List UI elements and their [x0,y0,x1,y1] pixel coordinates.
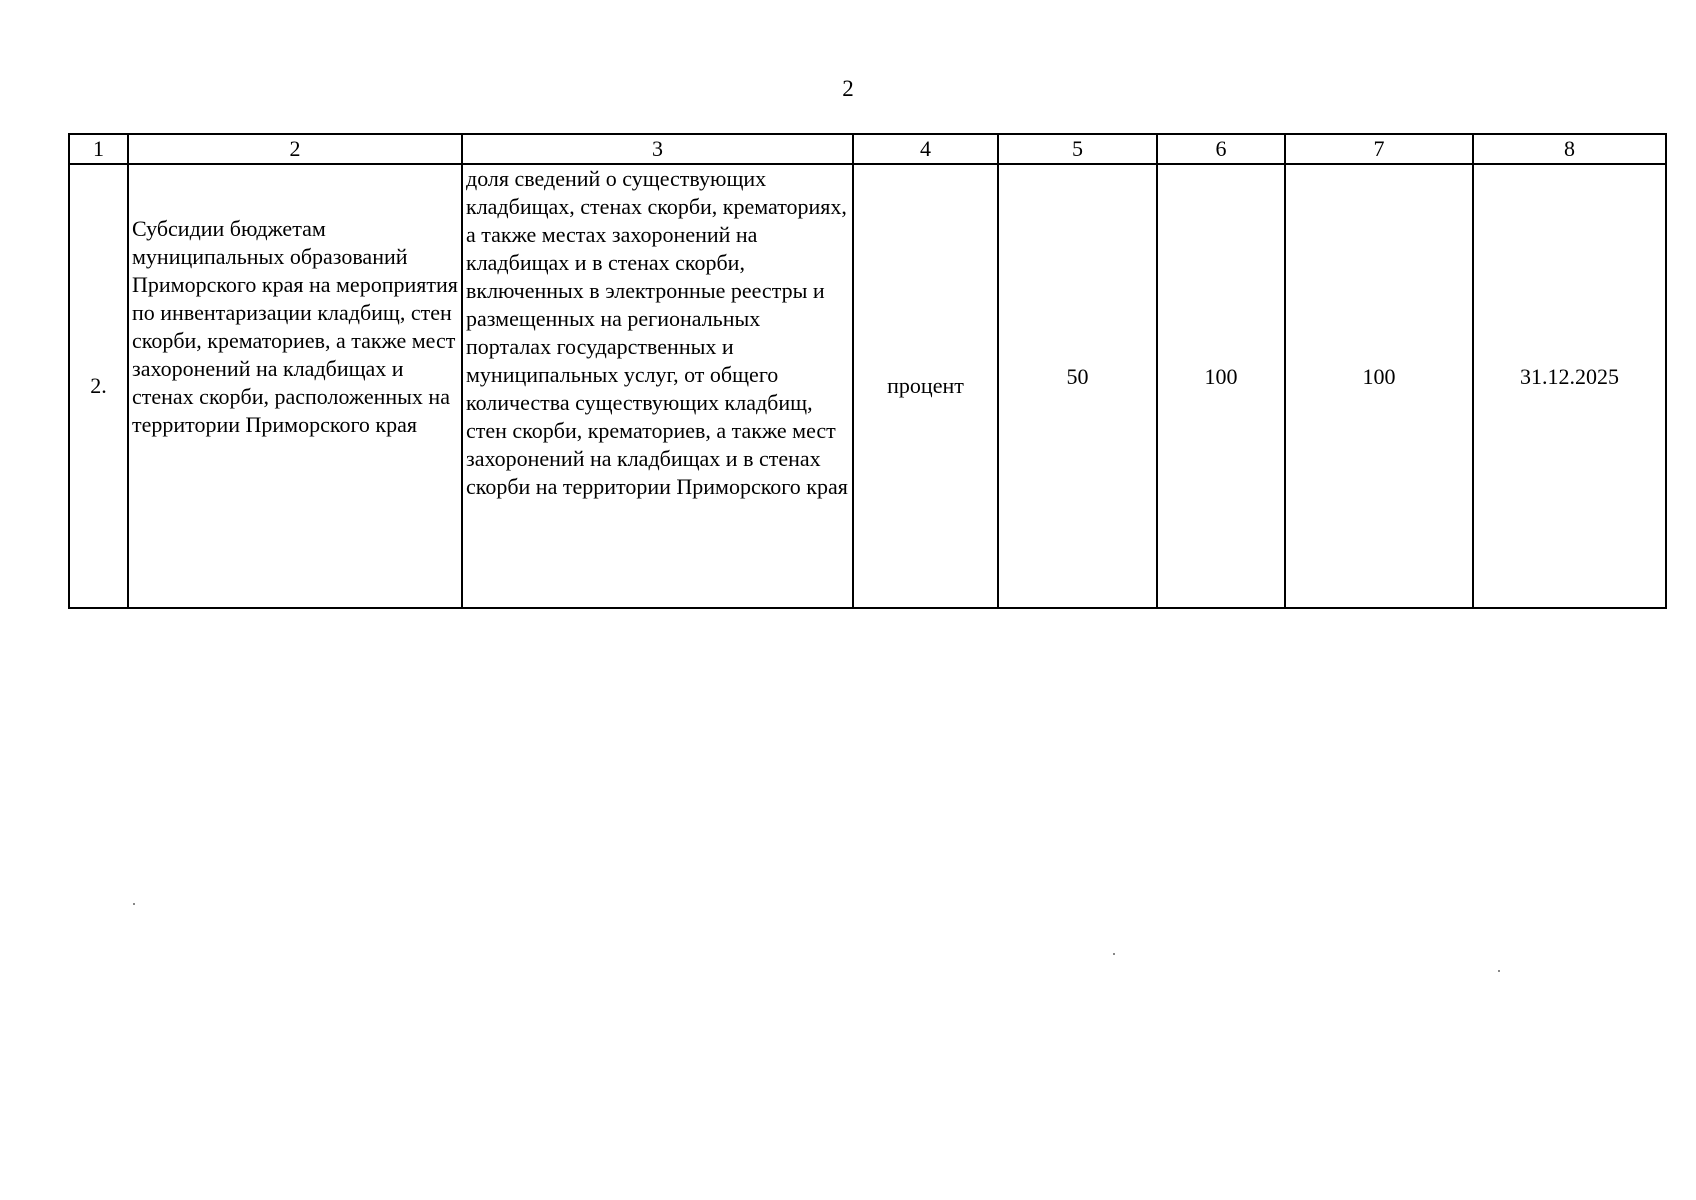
page-number: 2 [842,76,854,101]
scan-speck [1113,953,1115,955]
table-header-row [69,134,1666,164]
measure-name-cell: Субсидии бюджетам муниципальных образований Приморского края на мероприятия по инвентаризации кладбищ, стен скорби, крематориев, а также мест захоронений на кладбищах и стенах скорби, расположенных на территории Приморского края [128,164,462,608]
table-row [69,164,1666,608]
column-header-6: 6 [1157,134,1285,164]
column-header-5: 5 [998,134,1157,164]
column-header-7: 7 [1285,134,1473,164]
row-number-cell: 2. [69,164,128,608]
column-header-3: 3 [462,134,853,164]
column-header-2: 2 [128,134,462,164]
column-header-8: 8 [1473,134,1666,164]
indicator-description-cell: доля сведений о существующих кладбищах, стенах скорби, крематориях, а также местах захоронений на кладбищах и в стенах скорби, включенных в электронные реестры и размещенных на региональных порталах государственных и муниципальных услуг, от общего количества существующих кладбищ, стен скорби, крематориев, а также мест захоронений на кладбищах и в стенах скорби на территории Приморского края [462,164,853,608]
deadline-date-cell: 31.12.2025 [1473,164,1666,608]
value-col5-cell: 50 [998,164,1157,608]
value-col6-cell: 100 [1157,164,1285,608]
value-col7-cell: 100 [1285,164,1473,608]
column-header-1: 1 [69,134,128,164]
scan-speck [1498,970,1500,972]
unit-cell: процент [853,164,998,608]
scan-speck [133,903,135,905]
column-header-4: 4 [853,134,998,164]
indicators-table [68,133,1667,609]
